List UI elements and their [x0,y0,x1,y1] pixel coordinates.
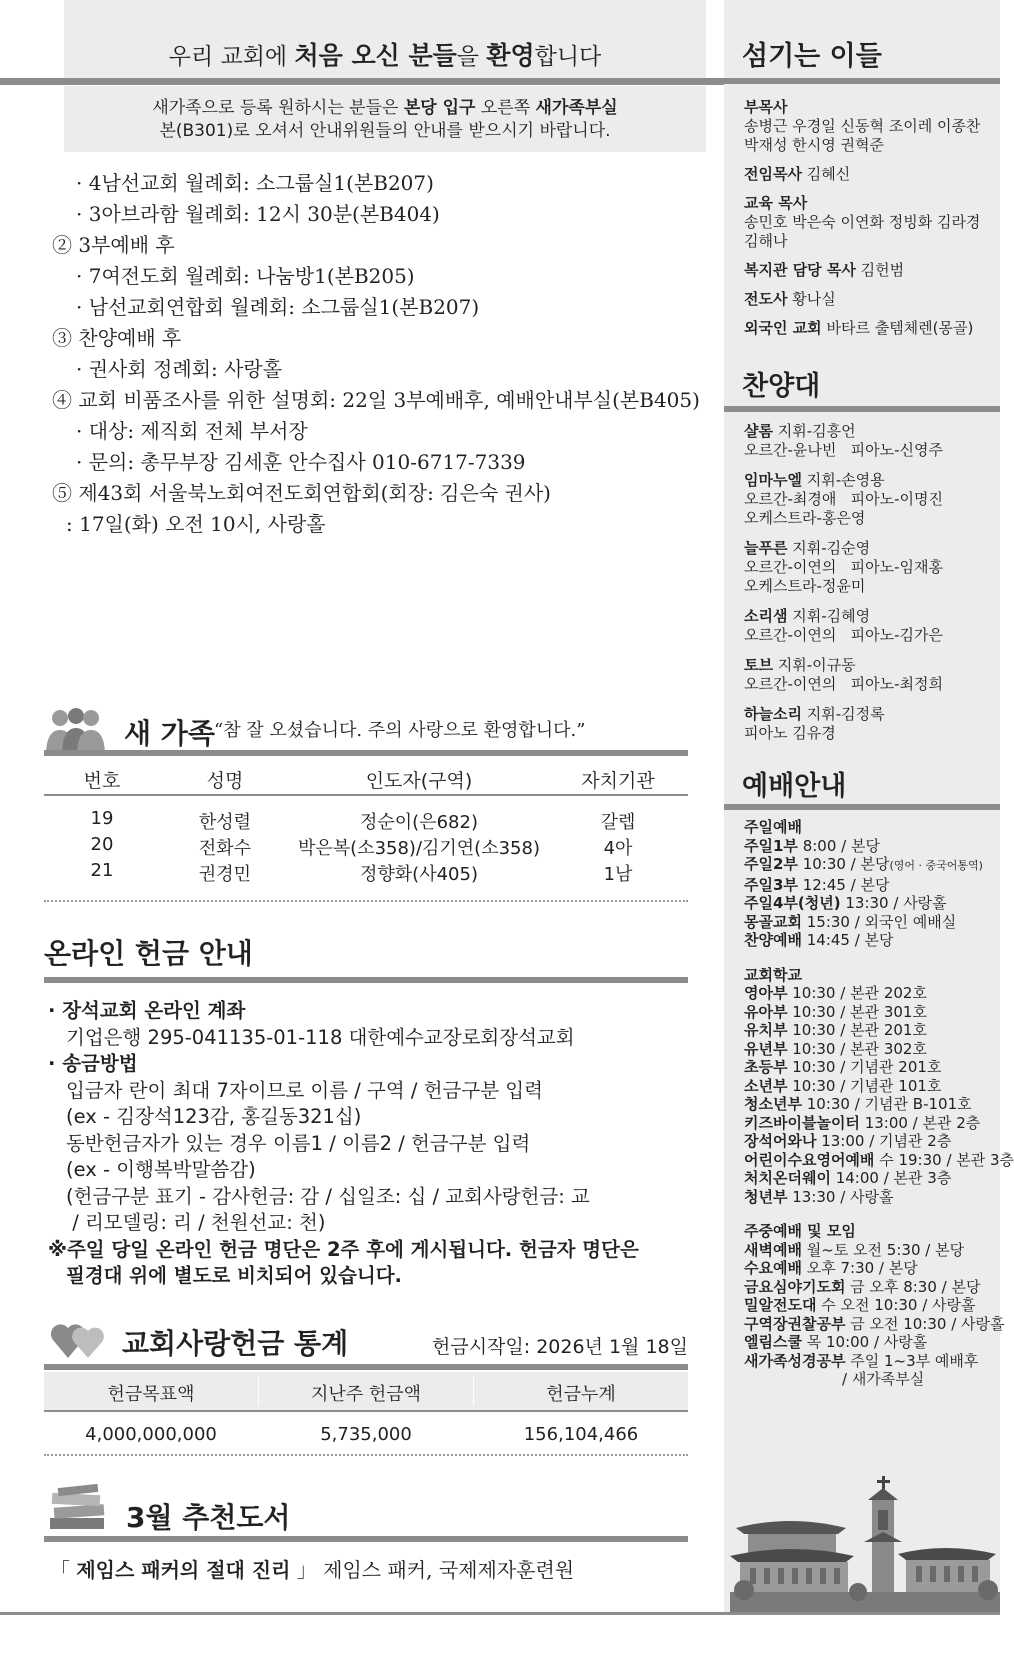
servant-group [744,261,998,280]
love-offering-header-rule [44,1410,688,1412]
table-cell: 갈렙 [600,812,636,833]
worship-item-name: 유년부 [744,1039,788,1058]
worship-item [744,1259,998,1278]
choir-line: 오르간-이연의 피아노-최정희 [744,675,944,693]
hearts-icon [50,1320,108,1360]
worship-item-name: 키즈바이블놀이터 [744,1113,860,1132]
book-rule [44,1536,688,1542]
choir-conductor: 지휘-김정록 [801,705,885,723]
worship-item [744,931,998,950]
servant-group [744,319,998,338]
table-header: 헌금누계 [546,1384,616,1405]
intro-text: 새가족으로 등록 원하시는 분들은 본당 입구 오른쪽 새가족부실 본(B301)로 오셔서 안내위원들의 안내를 받으시기 바랍니다. [152,98,618,141]
servant-role: 외국인 교회 [744,319,822,337]
table-cell: 한성렬 [198,812,252,833]
worship-item-name: 처치온더웨이 [744,1169,831,1187]
table-header: 자치기관 [581,770,655,792]
choir-rule [724,406,1000,412]
worship-item [744,1095,998,1114]
announcement-item: · 대상: 제직회 전체 부서장 [76,419,308,443]
choir-name: 샬롬 [744,422,773,440]
choir-conductor: 지휘-손영용 [801,471,885,489]
worship-item-detail: 10:30 / 본당 [797,855,890,873]
worship-item-name: 밀알전도대 [744,1296,817,1314]
announcement-item: : 17일(화) 오전 10시, 사랑홀 [66,512,326,536]
worship-item [744,1003,998,1022]
choir-line: 오르간-최경애 피아노-이명진 [744,490,944,508]
choir-conductor: 지휘-김흥언 [772,422,856,440]
worship-item-name: 유아부 [744,1002,788,1021]
servant-role: 전도사 [744,290,788,308]
servant-group [744,98,998,155]
worship-item [744,1150,1014,1170]
worship-item [744,1352,998,1371]
choir-name: 늘푸른 [744,539,788,557]
goal-amount: 4,000,000,000 [85,1424,217,1445]
worship-section-header [744,966,998,985]
choir-list [744,422,998,754]
worship-item-detail: 12:45 / 본당 [797,875,890,894]
worship-item-detail: 금 오전 10:30 / 사랑홀 [845,1314,1005,1333]
love-offering-bottom-rule [44,1454,688,1456]
worship-item-detail: 14:00 / 본관 3층 [830,1169,952,1187]
worship-item-name: 청소년부 [744,1095,802,1113]
online-giving-title: 온라인 헌금 안내 [44,937,253,970]
worship-item-name: 금요심야기도회 [744,1277,846,1296]
table-header: 번호 [83,770,121,792]
worship-item-detail: 8:00 / 본당 [797,836,880,855]
choir-line: 오르간-이연의 피아노-김가은 [744,626,944,644]
worship-item [744,1040,998,1059]
servant-names: 황나실 [792,290,836,308]
church-building-illustration [730,1450,1000,1612]
welcome-title: 우리 교회에 처음 오신 분들을 환영합니다 [168,41,602,70]
worship-item-detail: 10:30 / 본관 201호 [787,1021,927,1039]
choir-line [744,471,998,490]
servant-role: 전임목사 [744,165,802,183]
worship-item [744,1333,998,1352]
worship-item [744,855,998,876]
worship-section-header [744,818,998,837]
choir-line [744,705,998,724]
method-line: 동반헌금자가 있는 경우 이름1 / 이름2 / 헌금구분 입력 [66,1131,531,1155]
choir-line: 피아노 김유경 [744,724,836,742]
choir-conductor: 지휘-김순영 [787,539,871,557]
choir-title: 찬양대 [742,371,821,402]
servant-group [744,165,998,184]
choir-group [744,539,998,596]
worship-item [744,1314,1005,1334]
worship-item [744,1188,998,1207]
worship-item [744,1077,998,1096]
love-offering-header [44,1372,688,1410]
servant-names: 송병근 우경일 신동혁 조이레 이종찬 박재성 한시영 권혁준 [744,117,981,154]
worship-item-detail: 10:30 / 기념관 201호 [787,1058,942,1076]
worship-item [744,1241,998,1260]
announcement-item: ⑤ 제43회 서울북노회여전도회연합회(회장: 김은숙 권사) [52,481,551,505]
worship-item-name: 소년부 [744,1076,788,1095]
servants-list [744,98,998,348]
column-divider [473,1376,474,1406]
worship-item-detail: 10:30 / 본관 202호 [787,984,927,1002]
table-header-rule [44,794,688,796]
worship-list [744,818,1014,1389]
choir-line [744,422,998,441]
worship-item-name: 주일3부 [744,875,798,894]
account-number: 기업은행 295-041135-01-118 대한예수교장로회장석교회 [66,1025,575,1049]
book-title: 3월 추천도서 [126,1501,291,1534]
table-cell: 1남 [603,864,633,885]
announcement-item: · 3아브라함 월례회: 12시 30분(본B404) [76,202,440,226]
book-name: 제임스 패커의 절대 진리 [76,1558,291,1582]
worship-title: 예배안내 [742,771,847,802]
method-line: / 리모델링: 리 / 천원선교: 천) [66,1211,326,1234]
table-cell: 권경민 [198,864,252,885]
table-bottom-rule [44,900,688,902]
bottom-divider [0,1612,1000,1615]
worship-item-continuation: / 새가족부실 [842,1370,925,1388]
servants-title: 섬기는 이들 [742,41,882,72]
new-family-subtitle: “참 잘 오셨습니다. 주의 사랑으로 환영합니다.” [214,720,586,741]
method-line: (ex - 김장석123감, 홍길동321십) [66,1105,362,1128]
worship-rule [724,804,1000,810]
worship-section-label: 주중예배 및 모임 [744,1222,856,1240]
servant-group [744,290,998,309]
worship-item-detail: 13:30 / 사랑홀 [787,1187,894,1206]
worship-item-name: 찬양예배 [744,931,802,949]
method-line: (ex - 이행복박말씀감) [66,1158,256,1181]
servant-names: 김헌범 [860,261,905,279]
worship-item-detail: 13:30 / 사랑홀 [840,894,947,912]
new-family-title: 새 가족 [124,717,215,750]
choir-line [744,656,998,675]
worship-item-note: (영어 · 중국어통역) [889,859,983,872]
book-recommendation: 「 제임스 패커의 절대 진리 」 제임스 패커, 국제제자훈련원 [50,1558,575,1582]
worship-item [744,913,998,932]
worship-item [744,1114,998,1133]
cumulative-amount: 156,104,466 [523,1424,639,1445]
announcement-item: ② 3부예배 후 [52,233,175,257]
note-line: ※주일 당일 온라인 헌금 명단은 2주 후에 게시됩니다. 헌금자 명단은 [48,1237,639,1261]
worship-item-name: 초등부 [744,1058,788,1076]
table-cell: 4아 [603,838,633,859]
table-header: 인도자(구역) [365,770,473,792]
worship-item [744,1132,998,1151]
worship-item-name: 장석어와나 [744,1132,817,1150]
choir-group [744,607,998,645]
servant-names: 김혜신 [806,165,851,183]
choir-line: 오르간-이연의 피아노-임재홍 [744,558,944,576]
announcement-item: · 권사회 정례회: 사랑홀 [76,357,283,381]
choir-line [744,539,998,558]
worship-item-name: 어린이수요영어예배 [744,1150,875,1169]
worship-item-name: 새가족성경공부 [744,1351,846,1370]
worship-item [744,894,998,913]
choir-line: 오케스트라-정윤미 [744,577,866,595]
worship-item-detail: 13:00 / 본관 2층 [859,1113,981,1132]
worship-item-name: 엘림스쿨 [744,1333,802,1351]
choir-name: 하늘소리 [744,705,802,723]
table-header: 헌금목표액 [107,1384,195,1405]
servant-names: 송민호 박은숙 이연화 정빙화 김라경 김해나 [744,213,981,250]
worship-item-detail: 주일 1~3부 예배후 [845,1351,979,1370]
worship-item [744,1278,998,1297]
method-line: (헌금구분 표기 - 감사헌금: 감 / 십일조: 십 / 교회사랑헌금: 교 [66,1184,590,1208]
choir-line [744,607,998,626]
worship-item [744,876,998,895]
table-cell: 정향화(사405) [360,864,478,885]
worship-item-detail: 10:30 / 기념관 101호 [787,1076,942,1095]
worship-item-name: 주일4부(청년) [744,894,841,912]
method-line: 입금자 란이 최대 7자이므로 이름 / 구역 / 헌금구분 입력 [66,1078,543,1102]
announcement-item: · 7여전도회 월례회: 나눔방1(본B205) [76,264,415,288]
worship-item [744,1169,998,1188]
announcement-item: ④ 교회 비품조사를 위한 설명회: 22일 3부예배후, 예배안내부실(본B405) [52,388,700,412]
announcement-item: ③ 찬양예배 후 [52,326,182,350]
worship-item-name: 청년부 [744,1187,788,1206]
worship-item-detail: 수 19:30 / 본관 3층 [874,1150,1014,1169]
worship-item-detail: 10:30 / 본관 302호 [787,1039,927,1058]
choir-name: 소리샘 [744,607,788,625]
new-family-table [44,756,688,904]
worship-item-name: 수요예배 [744,1259,802,1277]
choir-line: 오르간-윤나빈 피아노-신영주 [744,441,944,459]
choir-name: 토브 [744,656,773,674]
worship-item-detail: 10:30 / 본관 301호 [787,1002,927,1021]
worship-section-label: 주일예배 [744,818,802,836]
worship-item-detail: 13:00 / 기념관 2층 [816,1132,952,1150]
table-header: 지난주 헌금액 [310,1384,422,1405]
worship-section [744,965,1014,1207]
choir-line: 오케스트라-홍은영 [744,509,866,527]
table-cell: 박은복(소358)/김기연(소358) [298,838,540,859]
table-header: 성명 [206,770,244,792]
announcement-item: · 4남선교회 월례회: 소그룹실1(본B207) [76,171,434,195]
announcement-item: · 문의: 총무부장 김세훈 안수집사 010-6717-7339 [76,450,526,474]
worship-item-name: 구역장권찰공부 [744,1314,846,1333]
method-label: · 송금방법 [48,1052,138,1075]
table-cell: 21 [90,860,114,881]
servants-rule [724,78,1000,84]
servant-names: 바타르 출템체렌(몽골) [826,319,974,337]
people-icon [44,708,106,756]
worship-item-detail: 오후 7:30 / 본당 [801,1259,918,1277]
announcement-list [52,168,702,540]
worship-item-detail: 14:45 / 본당 [801,931,894,949]
books-icon [46,1484,110,1532]
table-cell: 전화수 [198,838,252,859]
note-line: 필경대 위에 별도로 비치되어 있습니다. [66,1264,402,1287]
announcement-item: · 남선교회연합회 월례회: 소그룹실1(본B207) [76,295,480,319]
worship-section [744,818,998,950]
worship-item [744,837,998,856]
table-cell: 19 [90,808,114,829]
worship-item [744,1021,998,1040]
servant-group [744,194,998,251]
worship-item [744,984,998,1003]
choir-conductor: 지휘-이규동 [772,656,856,674]
method-list [48,1078,698,1237]
worship-item-name: 몽골교회 [744,912,802,931]
servant-role: 부목사 [744,98,788,116]
worship-item-name: 주일1부 [744,836,798,855]
account-label: · 장석교회 온라인 계좌 [48,999,246,1022]
worship-item-detail: 금 오후 8:30 / 본당 [845,1277,981,1296]
worship-item [744,1296,998,1315]
choir-conductor: 지휘-김혜영 [787,607,871,625]
worship-item-detail: 월~토 오전 5:30 / 본당 [801,1240,965,1259]
worship-item-detail: 10:30 / 기념관 B-101호 [801,1095,972,1113]
servant-role: 교육 목사 [744,194,808,212]
worship-item-name: 새벽예배 [744,1240,802,1259]
table-cell: 정순이(은682) [360,812,478,833]
choir-group [744,705,998,743]
choir-name: 임마누엘 [744,471,802,489]
love-offering-title: 교회사랑헌금 통계 [122,1327,349,1360]
last-week-amount: 5,735,000 [320,1424,412,1445]
choir-group [744,471,998,528]
worship-section-label: 교회학교 [744,965,802,984]
column-divider [258,1376,259,1406]
online-giving-rule [44,977,688,983]
worship-item-name: 주일2부 [744,855,798,873]
worship-section [744,1222,1005,1389]
online-giving-body [48,998,698,1290]
worship-item-name: 유치부 [744,1021,788,1039]
table-cell: 20 [90,834,114,855]
offering-start-date: 헌금시작일: 2026년 1월 18일 [432,1336,688,1358]
worship-item-detail: 수 오전 10:30 / 사랑홀 [816,1296,976,1314]
choir-group [744,656,998,694]
choir-group [744,422,998,460]
worship-section-header [744,1222,998,1241]
worship-item-detail: 15:30 / 외국인 예배실 [801,912,957,931]
worship-item-name: 영아부 [744,984,788,1002]
love-offering-rule [44,1364,688,1370]
servant-role: 복지관 담당 목사 [744,261,856,279]
worship-item-detail: 목 10:00 / 사랑홀 [801,1333,928,1351]
worship-item [744,1058,998,1077]
